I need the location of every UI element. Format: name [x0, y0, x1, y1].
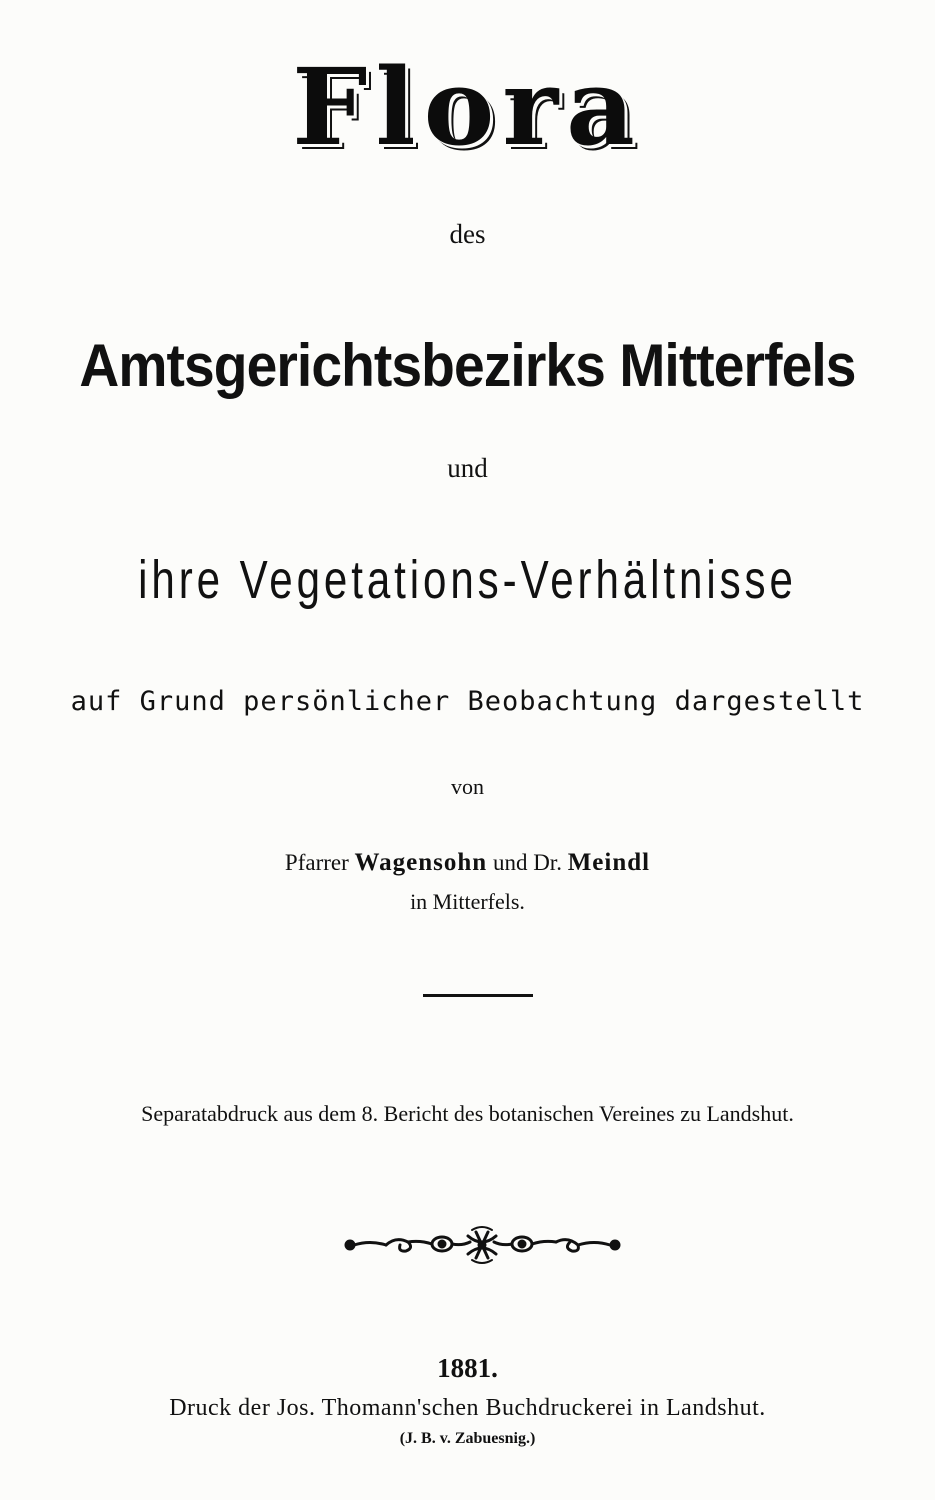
- basis-subtitle: auf Grund persönlicher Beobachtung dargestellt: [70, 686, 865, 717]
- printer-line: Druck der Jos. Thomann'schen Buchdruckerei in Landshut.: [169, 1395, 766, 1421]
- offprint-note: Separatabdruck aus dem 8. Bericht des botanischen Vereines zu Landshut.: [141, 1101, 794, 1126]
- ornament-divider-icon: [340, 1222, 625, 1268]
- authors-line: [0, 848, 935, 878]
- publication-year: 1881.: [437, 1353, 498, 1383]
- title-connector-des: des: [449, 219, 486, 249]
- horizontal-rule: [423, 994, 533, 997]
- author-prefix: Pfarrer: [284, 850, 355, 875]
- title-connector-und: und: [447, 453, 488, 483]
- vegetation-heading: ihre Vegetations-Verhältnisse: [138, 550, 797, 610]
- author-wagensohn: Wagensohn: [354, 849, 488, 876]
- author-location: in Mitterfels.: [410, 889, 525, 914]
- author-joiner: und Dr.: [487, 850, 568, 875]
- printer-subline: (J. B. v. Zabuesnig.): [399, 1430, 536, 1447]
- author-meindl: Meindl: [567, 849, 651, 876]
- book-title: Flora: [292, 44, 643, 169]
- district-heading: Amtsgerichtsbezirks Mitterfels: [79, 332, 856, 399]
- title-connector-von: von: [451, 774, 484, 799]
